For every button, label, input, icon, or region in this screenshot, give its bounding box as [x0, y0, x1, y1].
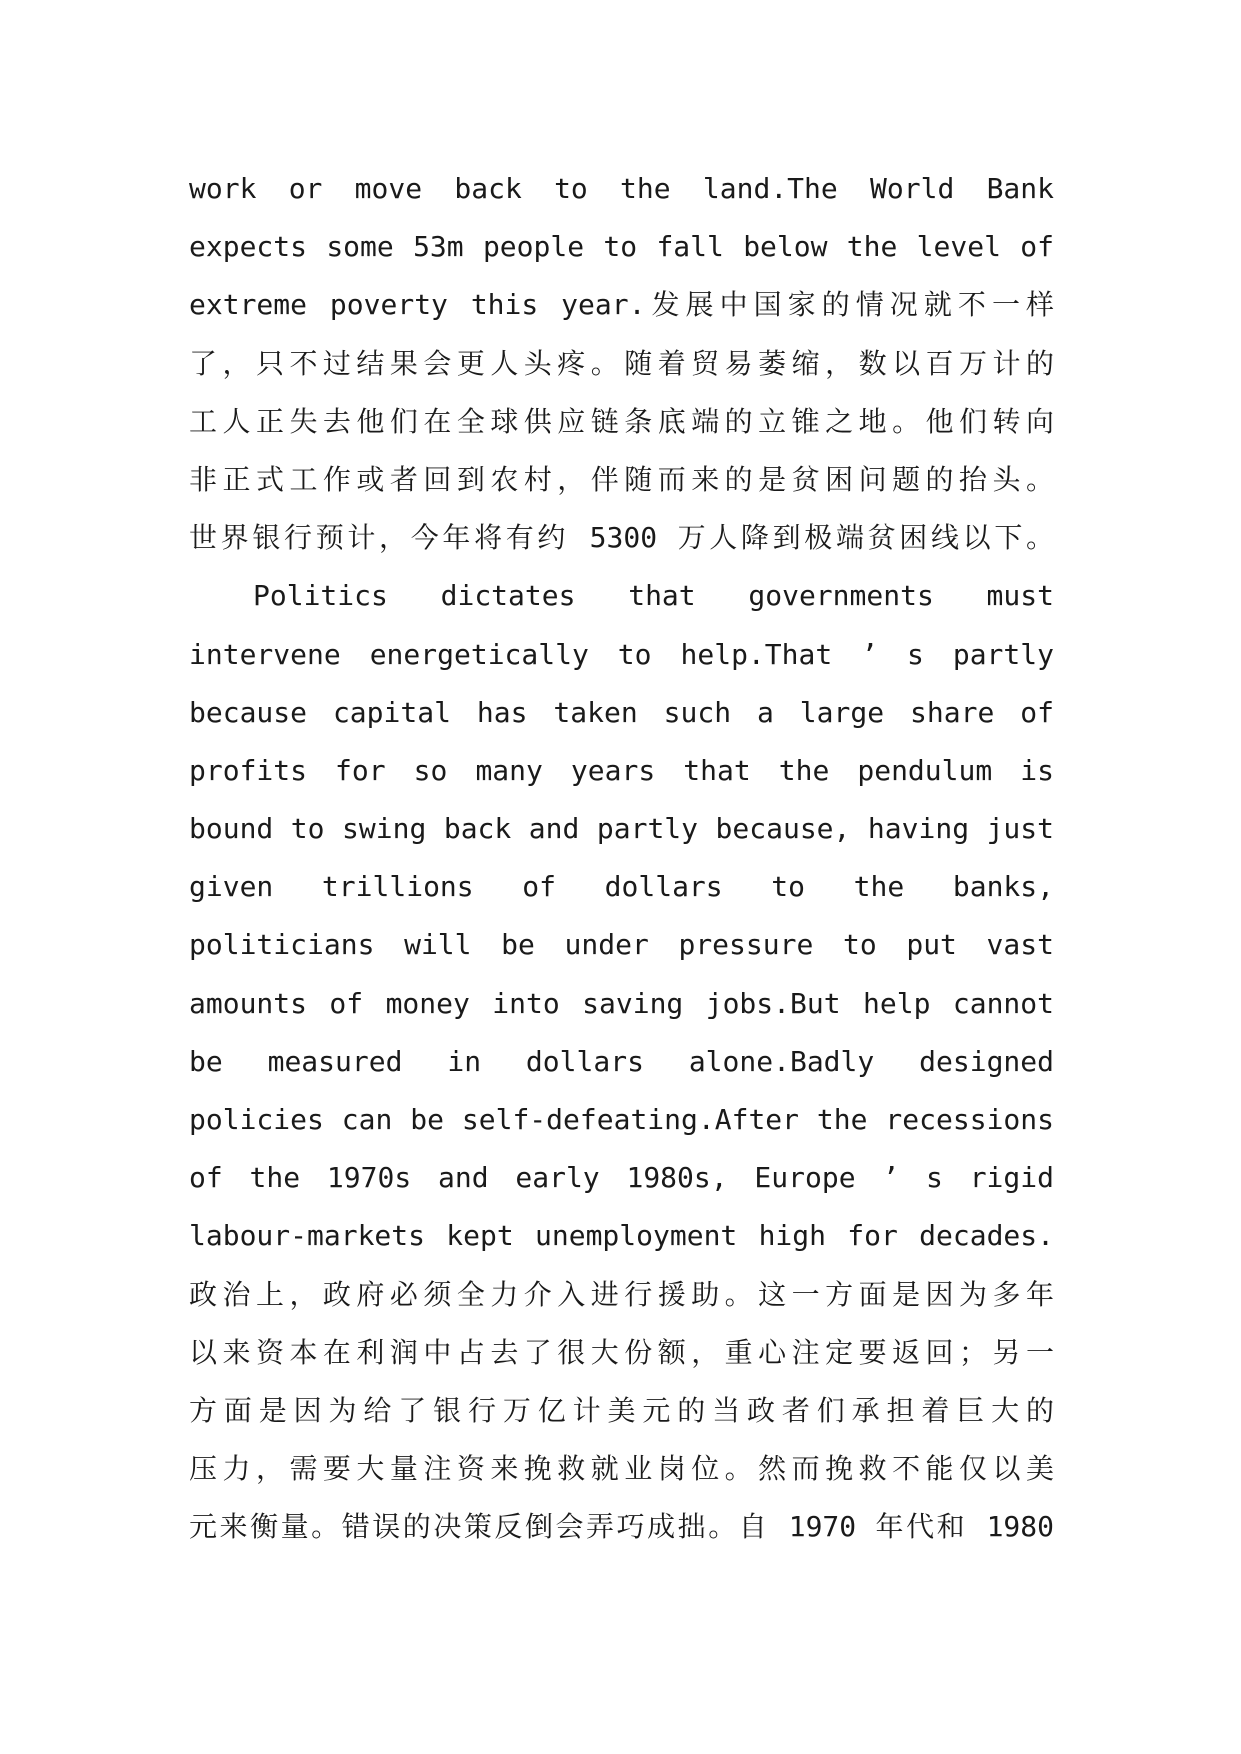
text-line: because capital has taken such a large share of: [189, 695, 1054, 729]
text-line: labour-markets kept unemployment high for decades.: [189, 1219, 1054, 1253]
text-line: work or move back to the land.The World Bank: [189, 172, 1054, 205]
text-line: bound to swing back and partly because, having just: [189, 812, 1054, 846]
text-line: politicians will be under pressure to put vast: [189, 928, 1054, 962]
text-line: 工人正失去他们在全球供应链条底端的立锥之地。他们转向: [189, 404, 1054, 438]
text-line: 元来衡量。错误的决策反倒会弄巧成拙。自 1970 年代和 1980: [189, 1510, 1054, 1544]
text-line: 以来资本在利润中占去了很大份额，重心注定要返回；另一: [189, 1335, 1054, 1369]
text-line: 政治上，政府必须全力介入进行援助。这一方面是因为多年: [189, 1277, 1054, 1311]
text-line: 方面是因为给了银行万亿计美元的当政者们承担着巨大的: [189, 1393, 1054, 1427]
text-line: extreme poverty this year.发展中国家的情况就不一样: [189, 288, 1054, 322]
text-line: amounts of money into saving jobs.But help cannot: [189, 986, 1054, 1020]
body-text: [189, 160, 1054, 1557]
text-line: profits for so many years that the pendulum is: [189, 753, 1054, 787]
text-line: intervene energetically to help.That ’ s partly: [189, 637, 1054, 671]
text-line: Politics dictates that governments must: [253, 579, 1054, 613]
text-line: policies can be self-defeating.After the recessions: [189, 1103, 1054, 1136]
text-line: 世界银行预计，今年将有约 5300 万人降到极端贫困线以下。: [189, 521, 1054, 555]
text-line: given trillions of dollars to the banks,: [189, 870, 1054, 904]
text-line: 压力，需要大量注资来挽救就业岗位。然而挽救不能仅以美: [189, 1452, 1054, 1486]
text-line: expects some 53m people to fall below the level of: [189, 230, 1054, 264]
text-line: 非正式工作或者回到农村，伴随而来的是贫困问题的抬头。: [189, 462, 1054, 496]
text-line: of the 1970s and early 1980s, Europe ’ s rigid: [189, 1161, 1054, 1195]
text-line: be measured in dollars alone.Badly designed: [189, 1044, 1054, 1078]
text-line: 了，只不过结果会更人头疼。随着贸易萎缩，数以百万计的: [189, 346, 1054, 380]
